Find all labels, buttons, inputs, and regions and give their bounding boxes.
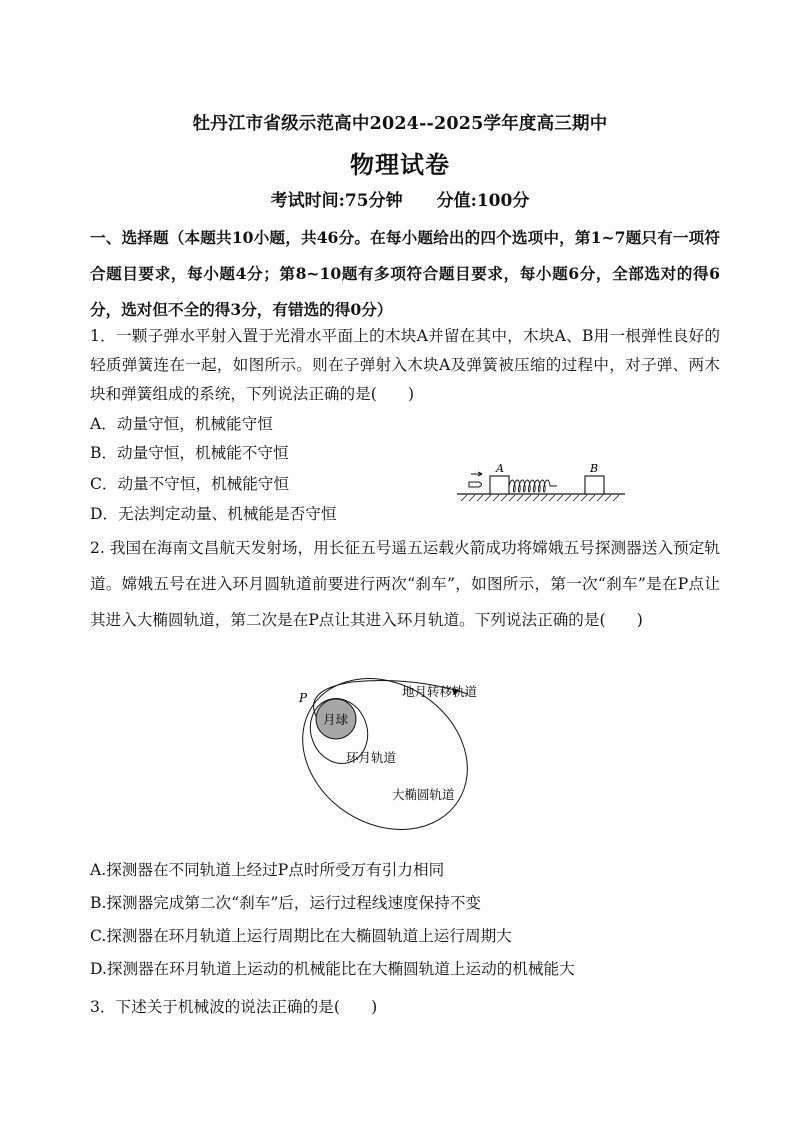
exam-score: 分值:100分 [436,191,530,211]
ellipse-orbit-label: 大椭圆轨道 [392,787,455,802]
question-1-option-a: A．动量守恒，机械能守恒 [90,415,273,433]
point-p-label: P [299,691,308,705]
question-1-option-d: D．无法判定动量、机械能是否守恒 [90,505,337,523]
block-b-label: B [590,462,599,475]
question-2-option-a: A.探测器在不同轨道上经过P点时所受万有引力相同 [90,861,445,879]
block-b [585,476,604,494]
spring-icon [509,480,557,492]
bullet-icon [469,472,482,487]
question-2-option-d: D.探测器在环月轨道上运动的机械能比在大椭圆轨道上运动的机械能大 [90,960,575,978]
transfer-orbit-label: 地月转移轨道 [402,684,477,699]
exam-time: 考试时间:75分钟 [270,191,403,211]
school-title: 牡丹江市省级示范高中2024--2025学年度高三期中 [192,114,608,134]
spring-block-figure [455,458,630,502]
orbit-figure [292,670,477,830]
block-a-label: A [496,462,504,475]
question-2-option-b: B.探测器完成第二次“刹车”后，运行过程线速度保持不变 [90,894,482,912]
question-1-stem: 1．一颗子弹水平射入置于光滑水平面上的木块A并留在其中，木块A、B用一根弹性良好的轻质弹簧连在一起，如图所示。则在子弹射入木块A及弹簧被压缩的过程中，对子弹、两木块和弹簧组成的系统，下列说法正确的是( ) [90,327,720,403]
exam-info [0,186,800,211]
block-a [490,476,509,494]
question-1-option-c: C．动量不守恒，机械能守恒 [90,475,290,493]
question-1-option-b: B．动量守恒，机械能不守恒 [90,444,289,462]
lunar-orbit-label: 环月轨道 [346,750,397,765]
section-heading: 一、选择题（本题共10小题，共46分。在每小题给出的四个选项中，第1~7题只有一项符合题目要求，每小题4分；第8~10题有多项符合题目要求，每小题6分，全部选对的得6分，选对但不全的得3分，有错选的得0分） [90,228,720,319]
moon-label: 月球 [323,712,349,727]
question-3-stem: 3．下述关于机械波的说法正确的是( ) [90,998,378,1016]
question-2-stem: 2. 我国在海南文昌航天发射场，用长征五号遥五运载火箭成功将嫦娥五号探测器送入预定轨道。嫦娥五号在进入环月圆轨道前要进行两次“刹车”，如图所示，第一次“刹车”是在P点让其进入大椭圆轨道，第二次是在P点让其进入环月轨道。下列说法正确的是( ) [90,539,720,629]
subject-title: 物理试卷 [350,150,450,179]
question-2-option-c: C.探测器在环月轨道上运行周期比在大椭圆轨道上运行周期大 [90,927,512,945]
